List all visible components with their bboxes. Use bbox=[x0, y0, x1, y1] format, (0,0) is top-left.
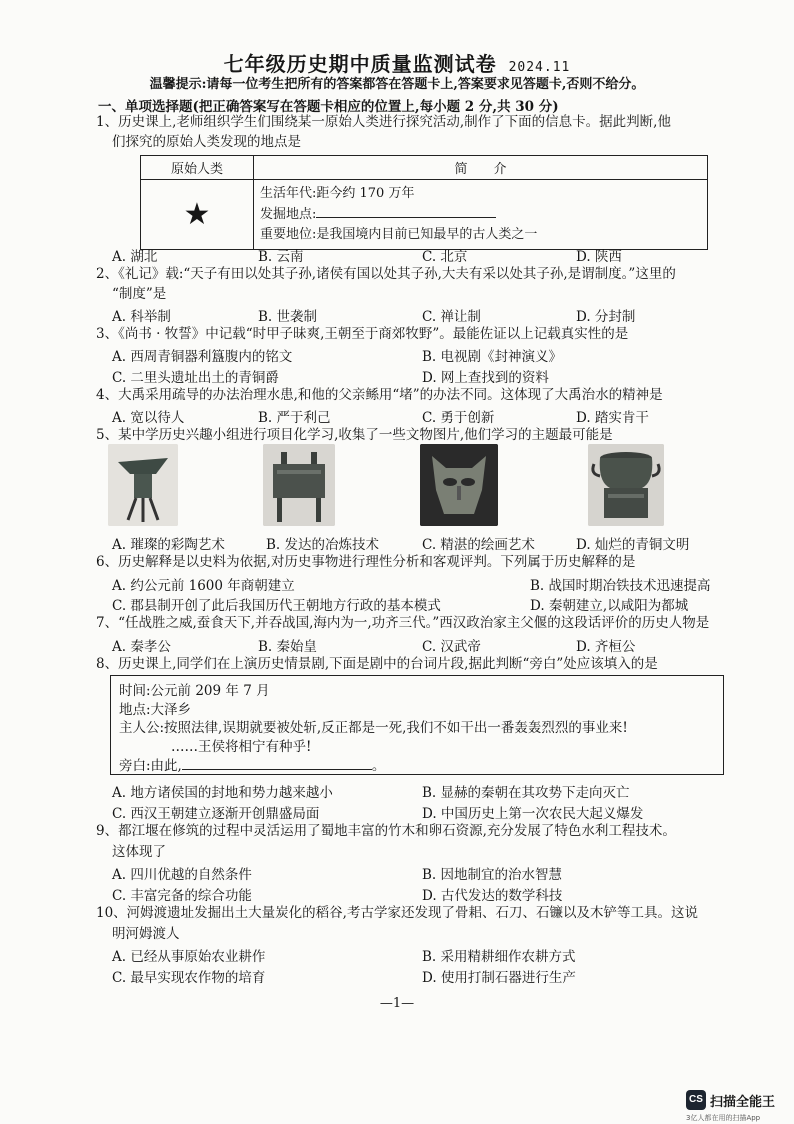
q8-option-d: D. 中国历史上第一次农民大起义爆发 bbox=[422, 806, 644, 822]
q10-option-a: A. 已经从事原始农业耕作 bbox=[112, 949, 266, 965]
q3-option-c: C. 二里头遗址出土的青铜爵 bbox=[112, 370, 279, 386]
q2-stem-2: “制度”是 bbox=[112, 286, 167, 302]
q5-option-d: D. 灿烂的青铜文明 bbox=[576, 537, 690, 553]
q10-option-c: C. 最早实现农作物的培育 bbox=[112, 970, 266, 986]
q1-stem-2: 们探究的原始人类发现的地点是 bbox=[112, 134, 301, 150]
scanner-slogan: 3亿人都在用的扫描App bbox=[686, 1114, 761, 1122]
star-icon: ★ bbox=[141, 180, 254, 250]
script-hero: 主人公:按照法律,误期就要被处斩,反正都是一死,我们不如干出一番轰轰烈烈的事业来! bbox=[119, 720, 628, 736]
q8-option-c: C. 西汉王朝建立逐渐开创鼎盛局面 bbox=[112, 806, 320, 822]
script-narration: 旁白:由此, bbox=[119, 758, 182, 774]
q2-option-b: B. 世袭制 bbox=[258, 309, 318, 325]
q1-option-a: A. 湖北 bbox=[112, 249, 158, 265]
q7-option-b: B. 秦始皇 bbox=[258, 639, 318, 655]
q1-stem-1: 1、历史课上,老师组织学生们围绕某一原始人类进行探究活动,制作了下面的信息卡。据此判断,他 bbox=[96, 114, 671, 130]
q3-stem: 3、《尚书 · 牧誓》中记载“时甲子昧爽,王朝至于商郊牧野”。最能佐证以上记载真实性的是 bbox=[96, 326, 629, 342]
site-blank bbox=[316, 204, 496, 218]
q4-option-a: A. 宽以待人 bbox=[112, 410, 185, 426]
q4-stem: 4、大禹采用疏导的办法治理水患,和他的父亲鲧用“堵”的办法不同。这体现了大禹治水的精神是 bbox=[96, 387, 663, 403]
q4-option-c: C. 勇于创新 bbox=[422, 410, 495, 426]
q7-option-c: C. 汉武帝 bbox=[422, 639, 481, 655]
intro-era: 生活年代:距今约 170 万年 bbox=[260, 186, 415, 201]
q7-option-a: A. 秦孝公 bbox=[112, 639, 171, 655]
q8-option-b: B. 显赫的秦朝在其攻势下走向灭亡 bbox=[422, 785, 630, 801]
q6-option-d: D. 秦朝建立,以咸阳为都城 bbox=[530, 598, 689, 614]
script-end: 。 bbox=[371, 758, 386, 774]
page-number: —1— bbox=[379, 996, 415, 1011]
q2-stem-1: 2、《礼记》载:“天子有田以处其子孙,诸侯有国以处其子孙,大夫有采以处其子孙,是谓制度。”这里的 bbox=[96, 266, 676, 282]
q1-option-d: D. 陕西 bbox=[576, 249, 622, 265]
info-card-table bbox=[140, 155, 708, 250]
narration-blank bbox=[182, 756, 372, 770]
q9-option-c: C. 丰富完备的综合功能 bbox=[112, 888, 252, 904]
q6-option-a: A. 约公元前 1600 年商朝建立 bbox=[112, 578, 295, 594]
scanner-watermark bbox=[686, 1090, 776, 1122]
script-place: 地点:大泽乡 bbox=[119, 701, 192, 718]
q5-option-c: C. 精湛的绘画艺术 bbox=[422, 537, 535, 553]
intro-site: 发掘地点: bbox=[260, 207, 317, 222]
artifact-image-ding bbox=[263, 444, 335, 526]
q9-option-d: D. 古代发达的数学科技 bbox=[422, 888, 563, 904]
table-head-right: 简 介 bbox=[254, 156, 708, 180]
q10-stem-1: 10、河姆渡遗址发掘出土大量炭化的稻谷,考古学家还发现了骨耜、石刀、石镰以及木铲等工具。这说 bbox=[96, 905, 698, 921]
q5-option-a: A. 璀璨的彩陶艺术 bbox=[112, 537, 225, 553]
q2-option-a: A. 科举制 bbox=[112, 309, 171, 325]
q3-option-d: D. 网上查找到的资料 bbox=[422, 370, 549, 386]
q2-option-d: D. 分封制 bbox=[576, 309, 636, 325]
artifact-image-jue bbox=[108, 444, 178, 526]
q10-stem-2: 明河姆渡人 bbox=[112, 926, 180, 942]
q10-option-b: B. 采用精耕细作农耕方式 bbox=[422, 949, 576, 965]
q10-option-d: D. 使用打制石器进行生产 bbox=[422, 970, 576, 986]
title-year: 2024.11 bbox=[508, 60, 571, 75]
q9-stem-2: 这体现了 bbox=[112, 844, 166, 860]
q9-option-b: B. 因地制宜的治水智慧 bbox=[422, 867, 563, 883]
script-box bbox=[110, 675, 724, 775]
intro-status: 重要地位:是我国境内目前已知最早的古人类之一 bbox=[260, 227, 538, 242]
q6-stem: 6、历史解释是以史料为依据,对历史事物进行理性分析和客观评判。下列属于历史解释的是 bbox=[96, 554, 636, 570]
q8-option-a: A. 地方诸侯国的封地和势力越来越小 bbox=[112, 785, 333, 801]
q1-option-b: B. 云南 bbox=[258, 249, 304, 265]
q6-option-c: C. 郡县制开创了此后我国历代王朝地方行政的基本模式 bbox=[112, 598, 441, 614]
q7-option-d: D. 齐桓公 bbox=[576, 639, 636, 655]
q9-option-a: A. 四川优越的自然条件 bbox=[112, 867, 252, 883]
q4-option-b: B. 严于利己 bbox=[258, 410, 331, 426]
q2-option-c: C. 禅让制 bbox=[422, 309, 481, 325]
q3-option-b: B. 电视剧《封神演义》 bbox=[422, 349, 563, 365]
tip-text: 温馨提示:请每一位考生把所有的答案都答在答题卡上,答案要求见答题卡,否则不给分。 bbox=[149, 77, 645, 92]
q5-option-b: B. 发达的冶炼技术 bbox=[266, 537, 380, 553]
q7-stem: 7、“任战胜之威,蚕食天下,并吞战国,海内为一,功齐三代。”西汉政治家主父偃的这段话评价的历史人物是 bbox=[96, 615, 710, 631]
q5-stem: 5、某中学历史兴趣小组进行项目化学习,收集了一些文物图片,他们学习的主题最可能是 bbox=[96, 427, 613, 443]
q1-option-c: C. 北京 bbox=[422, 249, 468, 265]
artifact-image-gui bbox=[588, 444, 664, 526]
q9-stem-1: 9、都江堰在修筑的过程中灵活运用了蜀地丰富的竹木和卵石资源,充分发展了特色水利工程技术。 bbox=[96, 823, 676, 839]
table-head-left: 原始人类 bbox=[141, 156, 254, 180]
scanner-brand: 扫描全能王 bbox=[710, 1094, 776, 1110]
section-heading: 一、单项选择题(把正确答案写在答题卡相应的位置上,每小题 2 分,共 30 分) bbox=[98, 99, 559, 115]
q3-option-a: A. 西周青铜器利簋腹内的铭文 bbox=[112, 349, 293, 365]
q6-option-b: B. 战国时期冶铁技术迅速提高 bbox=[530, 578, 711, 594]
script-time: 时间:公元前 209 年 7 月 bbox=[119, 683, 270, 699]
scanner-logo-icon: CS bbox=[686, 1090, 706, 1110]
q8-stem: 8、历史课上,同学们在上演历史情景剧,下面是剧中的台词片段,据此判断“旁白”处应该填入的是 bbox=[96, 656, 658, 672]
script-hero-2: ……王侯将相宁有种乎! bbox=[171, 738, 312, 755]
artifact-image-mask bbox=[420, 444, 498, 526]
title-text: 七年级历史期中质量监测试卷 bbox=[223, 52, 497, 76]
q4-option-d: D. 踏实肯干 bbox=[576, 410, 649, 426]
